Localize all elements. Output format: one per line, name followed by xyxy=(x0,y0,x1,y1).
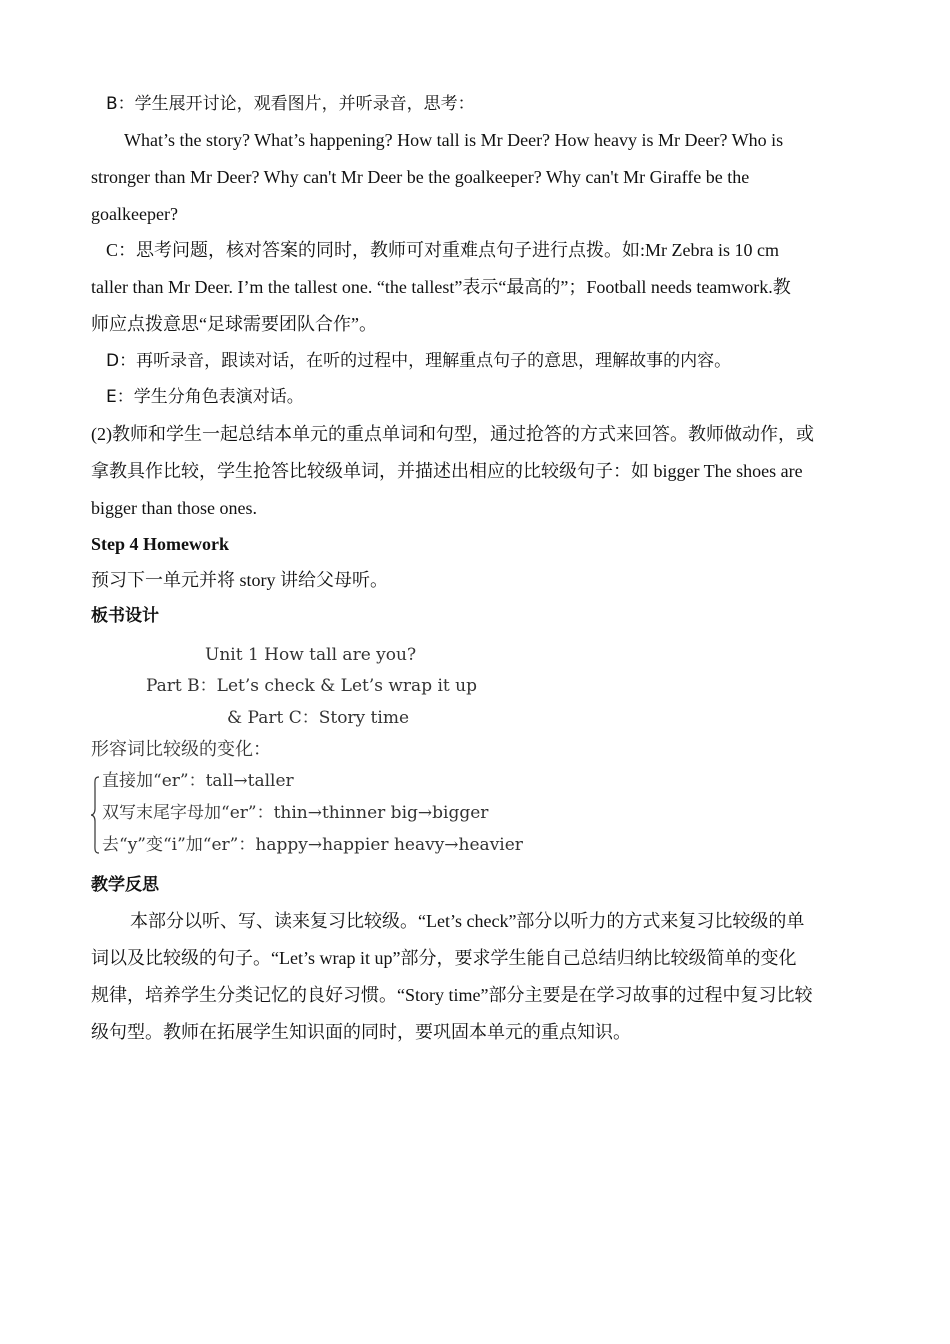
board-rule-2: 双写末尾字母加“er”：thin→thinner big→bigger xyxy=(102,803,489,823)
curly-brace-icon xyxy=(90,776,100,854)
part2-line1: (2)教师和学生一起总结本单元的重点单词和句型，通过抢答的方式来回答。教师做动作，或 xyxy=(91,424,814,444)
section-c-line2: taller than Mr Deer. I’m the tallest one. “the tallest”表示“最高的”；Football needs teamwork.教 xyxy=(91,277,791,297)
section-c-line1: C：思考问题，核对答案的同时，教师可对重难点句子进行点拨。如:Mr Zebra is 10 cm xyxy=(106,240,779,260)
board-unit-title: Unit 1 How tall are you? xyxy=(205,645,417,665)
section-b-label: B：学生展开讨论，观看图片，并听录音，思考： xyxy=(106,94,475,114)
step4-text: 预习下一单元并将 story 讲给父母听。 xyxy=(91,570,388,590)
reflection-line2: 词以及比较级的句子。“Let’s wrap it up”部分，要求学生能自己总结归纳比较级简单的变化 xyxy=(91,948,797,968)
reflection-line4: 级句型。教师在拓展学生知识面的同时，要巩固本单元的重点知识。 xyxy=(91,1022,631,1042)
section-b-questions-line3: goalkeeper? xyxy=(91,204,178,224)
board-rule-title: 形容词比较级的变化： xyxy=(91,739,271,760)
board-part-c: & Part C：Story time xyxy=(227,708,410,728)
section-e: E：学生分角色表演对话。 xyxy=(106,387,304,407)
board-rule-1: 直接加“er”：tall→taller xyxy=(102,771,294,791)
section-d: D：再听录音，跟读对话，在听的过程中，理解重点句子的意思，理解故事的内容。 xyxy=(106,351,732,371)
part2-line3: bigger than those ones. xyxy=(91,498,257,518)
board-part-b: Part B：Let’s check & Let’s wrap it up xyxy=(146,676,477,696)
reflection-title: 教学反思 xyxy=(91,875,159,895)
reflection-line1: 本部分以听、写、读来复习比较级。“Let’s check”部分以听力的方式来复习比较级的单 xyxy=(130,911,805,931)
section-b-questions-line2: stronger than Mr Deer? Why can't Mr Deer be the goalkeeper? Why can't Mr Giraffe be the xyxy=(91,167,750,187)
section-b-questions-line1: What’s the story? What’s happening? How tall is Mr Deer? How heavy is Mr Deer? Who is xyxy=(124,130,784,150)
reflection-line3: 规律，培养学生分类记忆的良好习惯。“Story time”部分主要是在学习故事的过程中复习比较 xyxy=(91,985,813,1005)
step4-title: Step 4 Homework xyxy=(91,534,229,554)
board-rule-3: 去“y”变“i”加“er”：happy→happier heavy→heavier xyxy=(102,835,523,855)
part2-line2: 拿教具作比较，学生抢答比较级单词，并描述出相应的比较级句子：如 bigger The shoes are xyxy=(91,461,803,481)
section-c-line3: 师应点拨意思“足球需要团队合作”。 xyxy=(91,314,377,334)
board-design-title: 板书设计 xyxy=(91,606,159,626)
